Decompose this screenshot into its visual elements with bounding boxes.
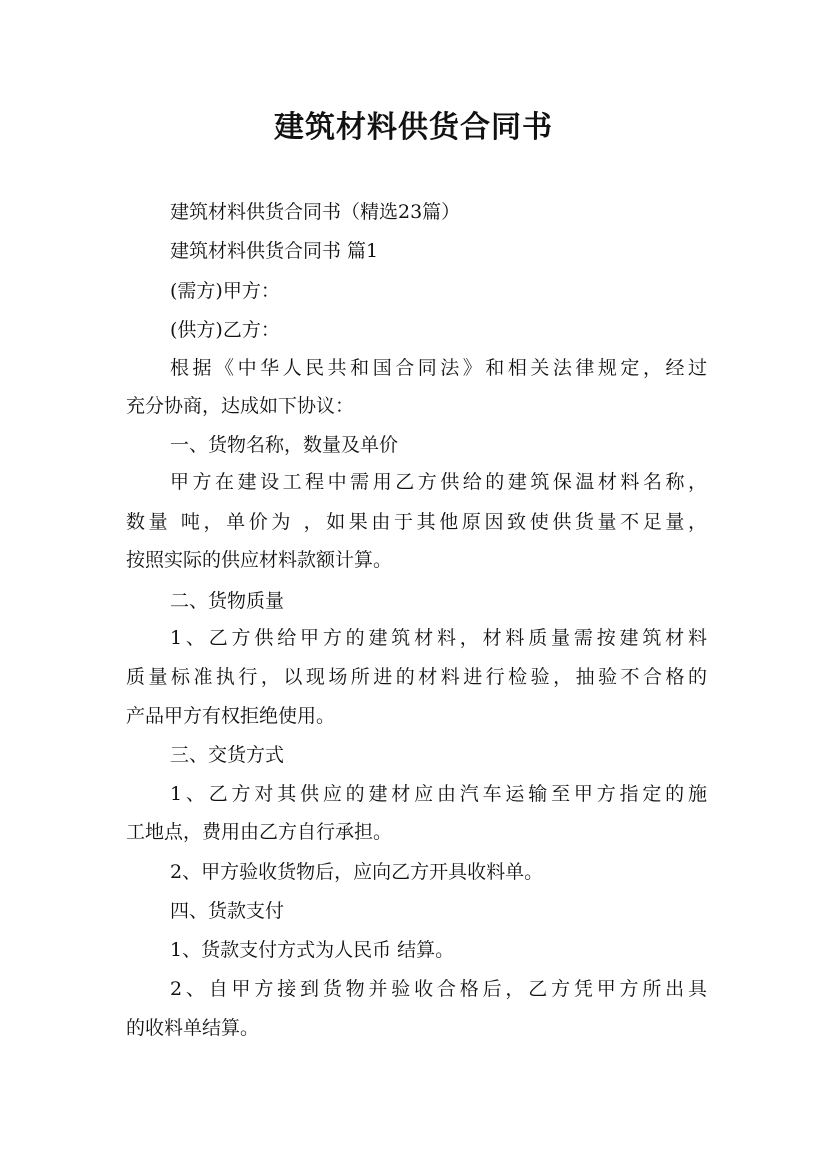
- chapter-heading: 建筑材料供货合同书 篇1: [170, 240, 379, 262]
- party-b-label: (供方)乙方：: [170, 319, 280, 341]
- paragraph-line: 1、乙方对其供应的建材应由汽车运输至甲方指定的施: [170, 783, 707, 805]
- paragraph-line: 产品甲方有权拒绝使用。: [126, 705, 336, 727]
- paragraph-line: 1、乙方供给甲方的建筑材料，材料质量需按建筑材料: [170, 627, 707, 649]
- section-heading: 三、交货方式: [170, 744, 285, 766]
- document-subtitle: 建筑材料供货合同书（精选23篇）: [170, 201, 461, 223]
- section-heading: 一、货物名称，数量及单价: [170, 434, 399, 456]
- section-heading: 四、货款支付: [170, 900, 285, 922]
- paragraph-line: 数量 吨，单价为 ，如果由于其他原因致使供货量不足量，: [126, 511, 707, 533]
- paragraph-line: 2、自甲方接到货物并验收合格后，乙方凭甲方所出具: [170, 978, 707, 1000]
- paragraph-line: 充分协商，达成如下协议：: [126, 395, 355, 417]
- document-title: 建筑材料供货合同书: [274, 110, 553, 145]
- paragraph-line: 的收料单结算。: [126, 1017, 260, 1039]
- paragraph-line: 按照实际的供应材料款额计算。: [126, 549, 393, 571]
- paragraph-line: 根据《中华人民共和国合同法》和相关法律规定，经过: [170, 357, 707, 379]
- paragraph-line: 2、甲方验收货物后，应向乙方开具收料单。: [170, 861, 544, 883]
- paragraph-line: 1、货款支付方式为人民币 结算。: [170, 939, 455, 961]
- paragraph-line: 甲方在建设工程中需用乙方供给的建筑保温材料名称，: [170, 471, 707, 493]
- section-heading: 二、货物质量: [170, 590, 285, 612]
- party-a-label: (需方)甲方：: [170, 280, 280, 302]
- paragraph-line: 质量标准执行，以现场所进的材料进行检验，抽验不合格的: [126, 666, 707, 688]
- paragraph-line: 工地点，费用由乙方自行承担。: [126, 821, 393, 843]
